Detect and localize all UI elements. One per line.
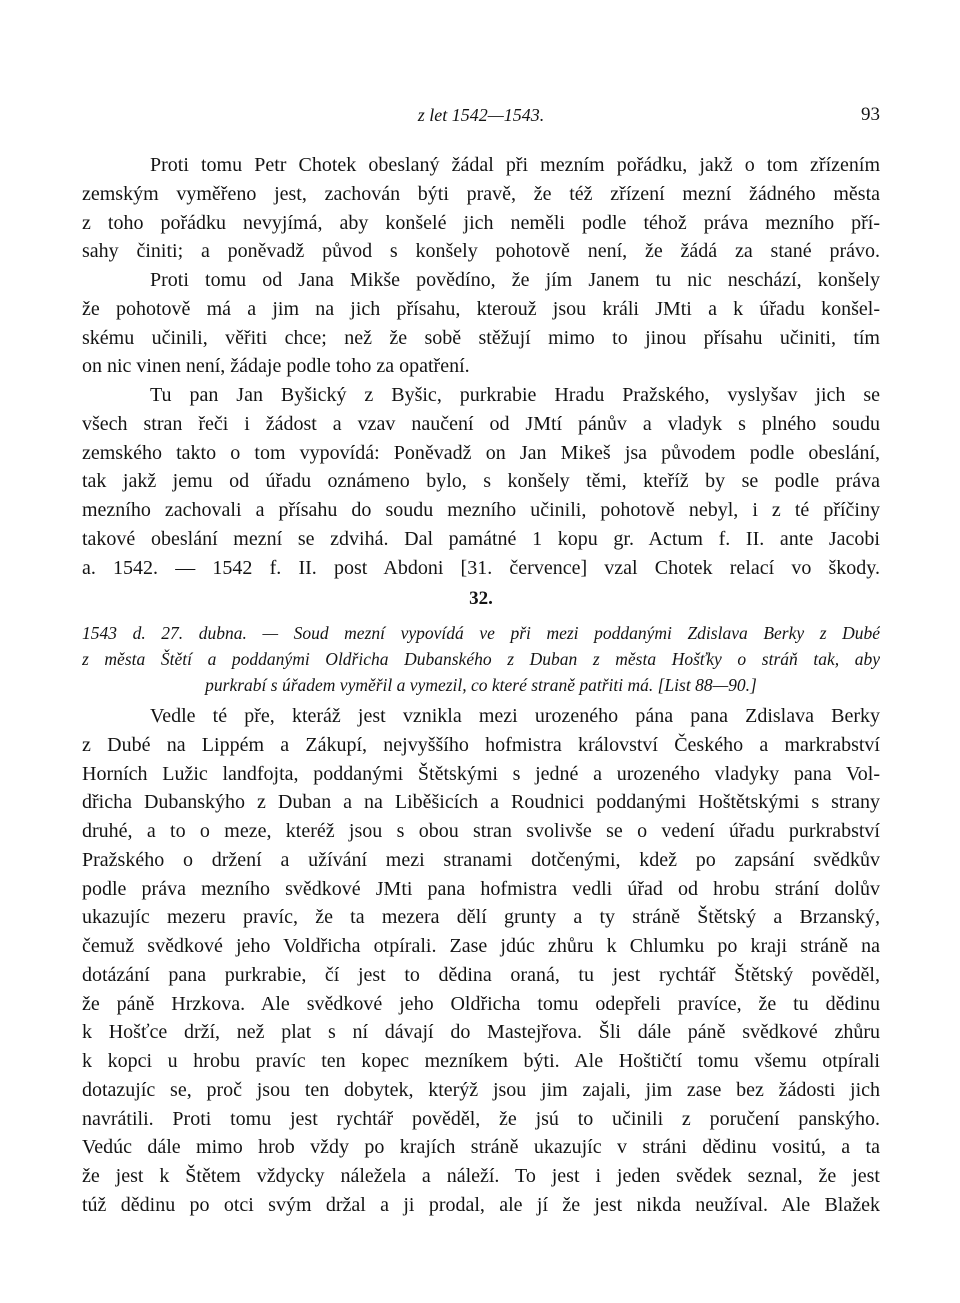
text-line: že páně Hrzkova. Ale svědkové jeho Oldřicha tomu odepřeli pravíce, že tu dědinu (82, 992, 880, 1015)
text-line: dotazujíc se, proč jsou ten dobytek, kterýž jsou jim zajali, jim zase bez žádosti jich (82, 1078, 880, 1101)
text-line: zemským vyměřeno jest, zachován býti pravě, že též zřízení mezní žádného města (82, 182, 880, 205)
text-line: on nic vinen není, žádaje podle toho za opatření. (82, 355, 470, 378)
running-title: z let 1542—1543. (417, 105, 545, 125)
text-line: Vedle té pře, kteráž jest vznikla mezi urozeného pána pana Zdislava Berky (150, 705, 880, 727)
text-line: z toho pořádku nevyjímá, aby konšelé jich neměli podle téhož práva mezního pří- (82, 211, 880, 234)
text-line: túž dědinu po otci svým držal a ji prodal, ale jí že jest nikda neužíval. Ale Blažek (82, 1193, 880, 1216)
text-line: sahy činiti; a poněvadž původ s konšely pohotově není, že žádá za stané právo. (82, 240, 880, 263)
text-line: druhé, a to o meze, kteréž jsou s obou stran svolivše se o vedení úřadu purkrabství (82, 820, 880, 842)
summary-line: z města Štětí a poddanými Oldřicha Dubanského z Duban z města Hošťky o stráň tak, aby (82, 649, 880, 669)
text-line: Tu pan Jan Byšický z Byšic, purkrabie Hradu Pražského, vyslyšav jich se (150, 384, 880, 406)
text-line: Pražského o držení a užívání mezi stranami dotčenými, kdež po zapsání svědkův (82, 848, 880, 871)
document-summary (82, 620, 880, 698)
text-line: takové obeslání mezní se zdvihá. Dal památné 1 kopu gr. Actum f. II. ante Jacobi (82, 527, 880, 550)
text-line: navrátili. Proti tomu jest rychtář pověděl, že jsú to učinili z poručení panskýho. (82, 1107, 880, 1130)
text-line: Proti tomu od Jana Mikše povědíno, že jím Janem tu nic neschází, konšely (150, 269, 880, 291)
text-line: podle práva mezního svědkové JMti pana hofmistra vedli úřad od hrobu strání dolův (82, 877, 880, 900)
document-number: 32. (469, 588, 493, 609)
summary-line: purkrabí s úřadem vyměřil a vymezil, co které straně patřiti má. [List 88—90.] (205, 675, 757, 695)
page-number: 93 (861, 104, 880, 125)
text-line: tak jakž jemu od úřadu oznámeno bylo, s konšely těmi, kteříž by se podle práva (82, 470, 880, 493)
text-line: Horních Lužic landfojta, poddanými Štětskými s jedné a urozeného vladyky pana Vol- (82, 762, 880, 785)
text-line: ukazujíc mezeru pravíc, že ta mezera dělí grunty a ty stráně Štětský a Brzanský, (82, 906, 880, 929)
text-line: k kopci u hrobu pravíc ten kopec mezníkem býti. Ale Hoštičtí tomu všemu otpírali (82, 1050, 880, 1072)
text-line: mezního zachovali a přísahu do soudu mezního učinili, pohotově nebyl, i z té příčiny (82, 499, 880, 521)
text-line: a. 1542. — 1542 f. II. post Abdoni [31. července] vzal Chotek relací vo škody. (82, 556, 880, 579)
text-line: zemského takto o tom vypovídá: Poněvadž on Jan Mikeš jsa původem podle obeslání, (82, 441, 880, 464)
document-body (82, 702, 880, 1220)
text-line: z Dubé na Lippém a Zákupí, nejvyššího hofmistra království Českého a markrabství (82, 733, 880, 756)
text-line: skému učinili, věřiti chce; než že sobě stěžují mimo to jinou přísahu učiniti, tím (82, 326, 880, 349)
text-line: že pohotově má a jim na jich přísahu, kterouž jsou králi JMti a k úřadu konšel- (82, 297, 880, 320)
text-line: čemuž svědkové jeho Voldřicha otpírali. Zase jdúc zhůru k Chlumku po kraji stráně na (82, 935, 880, 957)
text-line: všech stran řeči i žádost a vzav naučení od JMtí pánův a vladyk s plného soudu (82, 412, 880, 435)
text-line: že jest k Štětem vždycky náležela a náleží. To jest i jeden svědek seznal, že jest (82, 1165, 880, 1187)
text-block-records (82, 151, 880, 582)
summary-line: 1543 d. 27. dubna. — Soud mezní vypovídá ve při mezi poddanými Zdislava Berky z Dubé (82, 623, 880, 643)
running-head (82, 101, 880, 129)
text-line: dotázání pana purkrabie, čí jest to dědina oraná, tu jest rychtář Štětský pověděl, (82, 963, 880, 986)
text-line: Proti tomu Petr Chotek obeslaný žádal při mezním pořádku, jakž o tom zřízením (150, 154, 880, 176)
text-line: k Hošťce drží, než plat s ní dávají do Mastejřova. Šli dále páně svědkové zhůru (82, 1021, 880, 1044)
text-line: dřicha Dubanskýho z Duban a na Liběšicích a Roudnici poddanými Hoštětskými s strany (82, 791, 880, 814)
text-line: Vedúc dále mimo hrob vždy po krajích stráně ukazujíc v stráni dědinu vositú, a ta (82, 1136, 880, 1159)
